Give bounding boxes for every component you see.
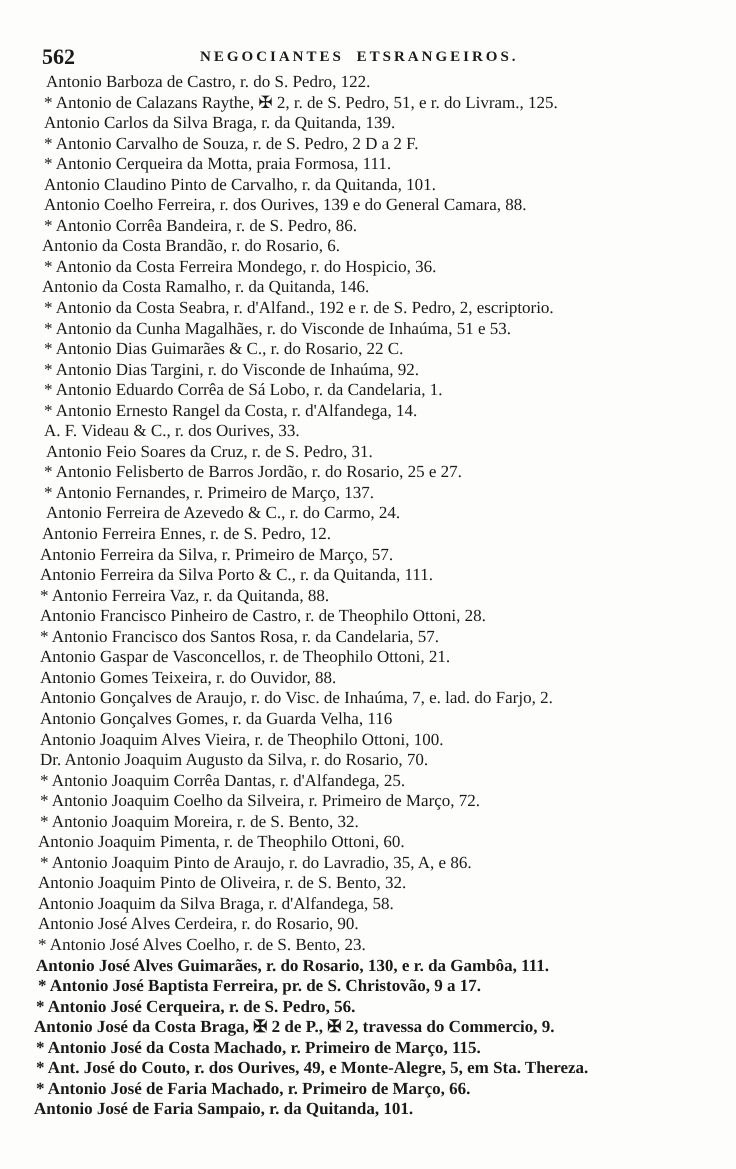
directory-entry: Antonio da Costa Ramalho, r. da Quitanda, 146. xyxy=(42,277,370,297)
directory-entry: Antonio José de Faria Sampaio, r. da Quitanda, 101. xyxy=(34,1099,414,1119)
directory-entry: Antonio Ferreira Ennes, r. de S. Pedro, 12. xyxy=(42,524,331,544)
directory-entry: Antonio Ferreira da Silva Porto & C., r. da Quitanda, 111. xyxy=(40,565,433,585)
directory-entry: * Antonio Fernandes, r. Primeiro de Março, 137. xyxy=(44,482,375,502)
directory-entry: * Antonio Francisco dos Santos Rosa, r. da Candelaria, 57. xyxy=(40,626,439,646)
directory-entry: Antonio Ferreira da Silva, r. Primeiro de Março, 57. xyxy=(40,544,394,564)
directory-entry: * Antonio Joaquim Corrêa Dantas, r. d'Alfandega, 25. xyxy=(40,770,406,790)
directory-entry: Antonio Joaquim Alves Vieira, r. de Theophilo Ottoni, 100. xyxy=(40,729,444,749)
directory-entry: * Antonio de Calazans Raythe, ✠ 2, r. de S. Pedro, 51, e r. do Livram., 125. xyxy=(44,92,558,112)
directory-entry: * Antonio José de Faria Machado, r. Primeiro de Março, 66. xyxy=(36,1078,471,1098)
directory-entry: Antonio Gonçalves de Araujo, r. do Visc. de Inhaúma, 7, e. lad. do Farjo, 2. xyxy=(40,688,553,708)
directory-entry: Antonio Barboza de Castro, r. do S. Pedro, 122. xyxy=(46,72,371,91)
directory-entry: Antonio Francisco Pinheiro de Castro, r. de Theophilo Ottoni, 28. xyxy=(40,606,486,626)
page-heading: NEGOCIANTES ETSRANGEIROS. xyxy=(200,49,519,65)
directory-entry: * Antonio da Costa Ferreira Mondego, r. do Hospicio, 36. xyxy=(44,256,437,276)
directory-entry: Antonio Coelho Ferreira, r. dos Ourives, 139 e do General Camara, 88. xyxy=(44,195,527,215)
directory-entry: * Antonio Ferreira Vaz, r. da Quitanda, 88. xyxy=(40,585,330,605)
directory-entry: * Antonio José Cerqueira, r. de S. Pedro, 56. xyxy=(36,996,356,1016)
directory-entry: * Antonio Joaquim Pinto de Araujo, r. do Lavradio, 35, A, e 86. xyxy=(40,852,472,872)
directory-entry: Antonio Joaquim da Silva Braga, r. d'Alfandega, 58. xyxy=(38,893,394,913)
directory-entry: * Antonio Dias Guimarães & C., r. do Rosario, 22 C. xyxy=(44,339,404,359)
directory-entry: Dr. Antonio Joaquim Augusto da Silva, r. do Rosario, 70. xyxy=(40,750,429,770)
directory-entry: * Antonio Eduardo Corrêa de Sá Lobo, r. da Candelaria, 1. xyxy=(44,380,443,400)
directory-entry: * Antonio Joaquim Moreira, r. de S. Bento, 32. xyxy=(40,811,359,831)
directory-entry: Antonio José Alves Guimarães, r. do Rosario, 130, e r. da Gambôa, 111. xyxy=(36,955,550,975)
directory-entry: * Antonio José da Costa Machado, r. Primeiro de Março, 115. xyxy=(36,1037,481,1057)
directory-entry: Antonio Ferreira de Azevedo & C., r. do Carmo, 24. xyxy=(46,503,401,523)
directory-entry: * Antonio Corrêa Bandeira, r. de S. Pedro, 86. xyxy=(44,215,358,235)
directory-entry: * Antonio Ernesto Rangel da Costa, r. d'Alfandega, 14. xyxy=(44,400,418,420)
directory-entry: Antonio Gomes Teixeira, r. do Ouvidor, 88. xyxy=(40,667,337,687)
directory-entry: Antonio Feio Soares da Cruz, r. de S. Pedro, 31. xyxy=(46,441,373,461)
directory-entry: * Ant. José do Couto, r. dos Ourives, 49, e Monte-Alegre, 5, em Sta. Thereza. xyxy=(36,1058,589,1078)
directory-entry: Antonio Carlos da Silva Braga, r. da Quitanda, 139. xyxy=(44,113,396,133)
directory-entry: * Antonio José Baptista Ferreira, pr. de S. Christovão, 9 a 17. xyxy=(38,976,481,996)
directory-entry: * Antonio da Cunha Magalhães, r. do Visconde de Inhaúma, 51 e 53. xyxy=(44,318,512,338)
merchant-directory-list xyxy=(34,72,714,1120)
directory-entry: Antonio Joaquim Pinto de Oliveira, r. de S. Bento, 32. xyxy=(38,873,407,893)
directory-entry: Antonio Joaquim Pimenta, r. de Theophilo Ottoni, 60. xyxy=(38,832,405,852)
directory-entry: A. F. Videau & C., r. dos Ourives, 33. xyxy=(44,421,300,441)
directory-entry: Antonio Gonçalves Gomes, r. da Guarda Velha, 116 xyxy=(40,708,393,728)
directory-entry: * Antonio Cerqueira da Motta, praia Formosa, 111. xyxy=(44,154,392,174)
directory-entry: * Antonio Felisberto de Barros Jordão, r. do Rosario, 25 e 27. xyxy=(44,462,462,482)
running-head xyxy=(42,44,702,70)
directory-entry: Antonio da Costa Brandão, r. do Rosario, 6. xyxy=(42,236,340,256)
directory-entry: * Antonio Carvalho de Souza, r. de S. Pedro, 2 D a 2 F. xyxy=(44,133,419,153)
directory-entry: * Antonio Dias Targini, r. do Visconde de Inhaúma, 92. xyxy=(44,359,420,379)
directory-entry: Antonio José Alves Cerdeira, r. do Rosario, 90. xyxy=(38,914,359,934)
directory-entry: Antonio Gaspar de Vasconcellos, r. de Theophilo Ottoni, 21. xyxy=(40,647,451,667)
directory-entry: Antonio José da Costa Braga, ✠ 2 de P., ✠ 2, travessa do Commercio, 9. xyxy=(34,1017,555,1037)
page-number: 562 xyxy=(42,44,75,69)
directory-entry: * Antonio da Costa Seabra, r. d'Alfand., 192 e r. de S. Pedro, 2, escriptorio. xyxy=(44,298,554,318)
directory-entry: Antonio Claudino Pinto de Carvalho, r. da Quitanda, 101. xyxy=(44,174,436,194)
directory-entry: * Antonio José Alves Coelho, r. de S. Bento, 23. xyxy=(38,934,366,954)
directory-entry: * Antonio Joaquim Coelho da Silveira, r. Primeiro de Março, 72. xyxy=(40,791,481,811)
